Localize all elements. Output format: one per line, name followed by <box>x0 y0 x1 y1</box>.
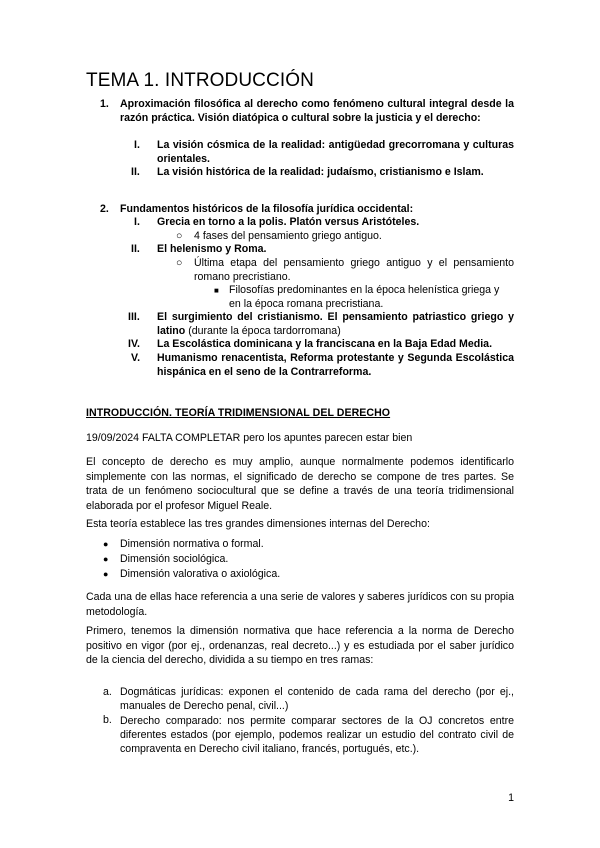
branch-item: Derecho comparado: nos permite comparar sectores de la OJ concretos entre diferentes estados (por ejemplo, podemos realizar un estudio del contrato civil de compraventa en Derecho civil italiano, francés, portugués, etc.). <box>120 715 514 755</box>
outline-subitem <box>157 311 514 338</box>
outline-item-1: Aproximación filosófica al derecho como fenómeno cultural integral desde la razón práctica. Visión diatópica o cultural sobre la justicia y el derecho: <box>120 98 514 124</box>
branch-item: Dogmáticas jurídicas: exponen el contenido de cada rama del derecho (por ej., manuales de Derecho penal, civil...) <box>120 686 514 712</box>
outline-subitem: La Escolástica dominicana y la franciscana en la Baja Edad Media. <box>157 338 493 350</box>
page-number: 1 <box>508 792 514 804</box>
outline-number: 2. <box>100 203 109 215</box>
paragraph-2: Esta teoría establece las tres grandes dimensiones internas del Derecho: <box>86 518 430 530</box>
outline-roman: IV. <box>128 338 140 350</box>
outline-roman: II. <box>131 243 140 255</box>
outline-subitem-text: El surgimiento del cristianismo. El pensamiento patriastico griego y latino <box>157 311 514 337</box>
bullet-icon: ● <box>103 569 109 579</box>
paragraph-1: El concepto de derecho es muy amplio, aunque normalmente podemos identificarlo simplemente con las normas, el significado de derecho se compone de tres partes. Se trata de un fenómeno sociocultural que se define a través de una teoría tridimensional elaborada por el profesor Miguel Reale. <box>86 456 514 512</box>
circle-bullet-icon: ○ <box>176 230 183 242</box>
dimension-item: Dimensión normativa o formal. <box>120 538 264 550</box>
outline-subitem: Grecia en torno a la polis. Platón versus Aristóteles. <box>157 216 420 228</box>
paragraph-4: Primero, tenemos la dimensión normativa que hace referencia a la norma de Derecho positivo en vigor (por ej., ordenanzas, real decreto...) y es estudiada por el saber jurídico de la ciencia del derecho, dividida a su tiempo en tres ramas: <box>86 625 514 667</box>
square-bullet-icon: ■ <box>214 286 219 295</box>
dimension-item: Dimensión valorativa o axiológica. <box>120 568 281 580</box>
outline-item-2: Fundamentos históricos de la filosofía jurídica occidental: <box>120 203 414 215</box>
bullet-icon: ● <box>103 554 109 564</box>
outline-roman: III. <box>128 311 140 323</box>
outline-roman: I. <box>134 139 140 151</box>
outline-subitem: Humanismo renacentista, Reforma protestante y Segunda Escolástica hispánica en el seno de la Contrarreforma. <box>157 352 514 378</box>
outline-roman: I. <box>134 216 140 228</box>
outline-subitem-suffix: (durante la época tardorromana) <box>188 324 341 337</box>
outline-note: 4 fases del pensamiento griego antiguo. <box>194 230 382 242</box>
date-note: 19/09/2024 FALTA COMPLETAR pero los apuntes parecen estar bien <box>86 432 413 444</box>
circle-bullet-icon: ○ <box>176 257 183 269</box>
dimension-item: Dimensión sociológica. <box>120 553 229 565</box>
outline-note: Última etapa del pensamiento griego antiguo y el pensamiento romano precristiano. <box>194 257 514 283</box>
bullet-icon: ● <box>103 539 109 549</box>
section-title: INTRODUCCIÓN. TEORÍA TRIDIMENSIONAL DEL DERECHO <box>86 407 391 419</box>
branch-letter: a. <box>103 686 112 698</box>
page-title: TEMA 1. INTRODUCCIÓN <box>86 70 314 91</box>
outline-subitem: La visión cósmica de la realidad: antigüedad grecorromana y culturas orientales. <box>157 139 514 165</box>
outline-subnote: Filosofías predominantes en la época helenística griega y en la época romana precristiana. <box>229 284 500 310</box>
branch-letter: b. <box>103 714 112 726</box>
paragraph-3: Cada una de ellas hace referencia a una serie de valores y saberes jurídicos con su propia metodología. <box>86 591 514 618</box>
outline-roman: II. <box>131 166 140 178</box>
outline-subitem: El helenismo y Roma. <box>157 243 267 255</box>
outline-roman: V. <box>131 352 141 364</box>
outline-number: 1. <box>100 98 109 110</box>
outline-subitem: La visión histórica de la realidad: judaísmo, cristianismo e Islam. <box>157 166 484 178</box>
